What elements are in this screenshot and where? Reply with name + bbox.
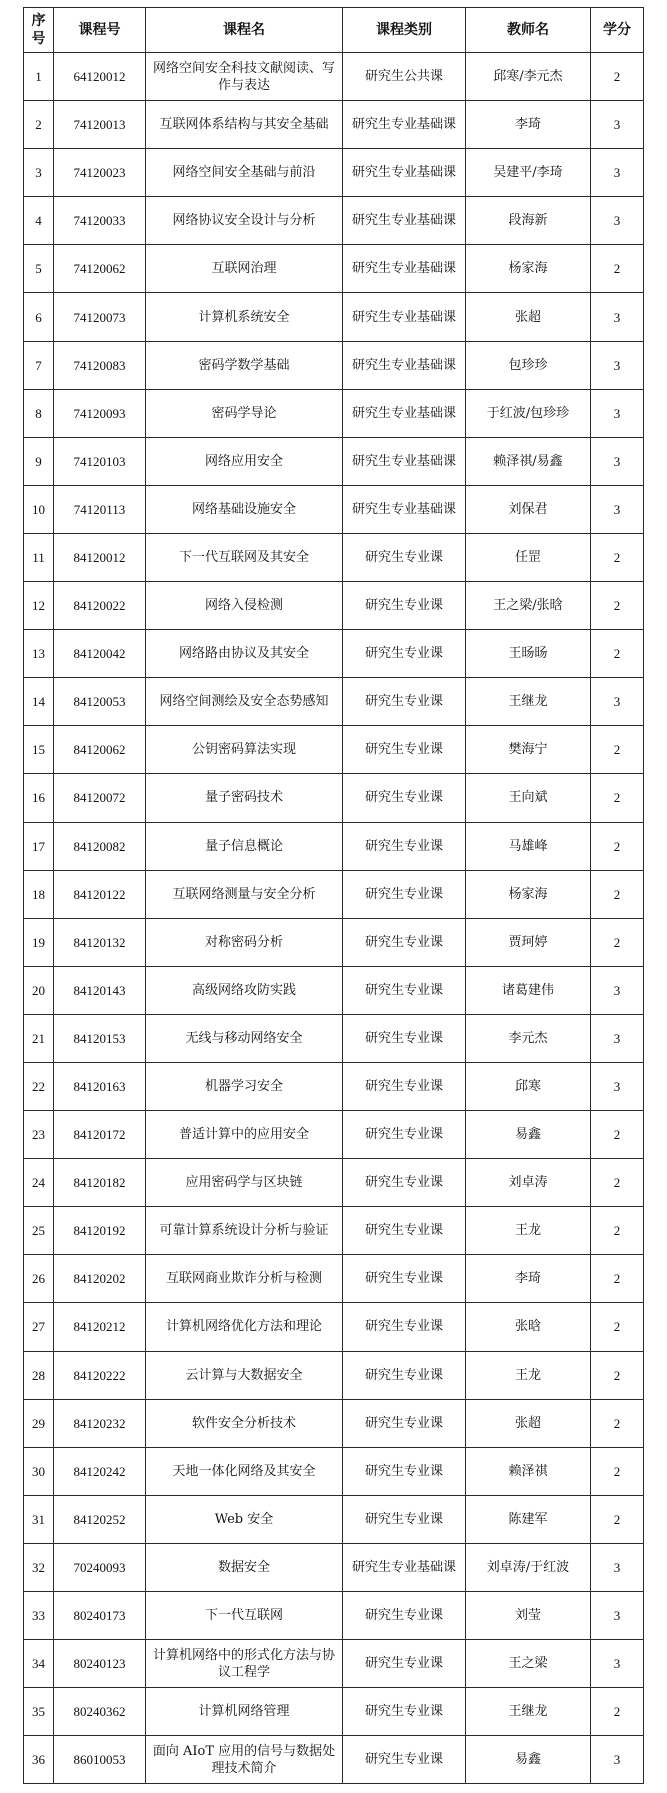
course-code: 84120053 — [54, 678, 146, 726]
teacher-name: 王之梁 — [466, 1640, 591, 1688]
table-row — [24, 149, 644, 197]
course-type: 研究生专业课 — [343, 533, 466, 581]
teacher-name: 刘保君 — [466, 485, 591, 533]
credit: 2 — [591, 1351, 644, 1399]
course-name: 量子信息概论 — [146, 822, 343, 870]
teacher-name: 王继龙 — [466, 678, 591, 726]
header-course-type: 课程类别 — [343, 8, 466, 53]
course-name: 可靠计算系统设计分析与验证 — [146, 1207, 343, 1255]
course-type: 研究生专业课 — [343, 678, 466, 726]
credit: 2 — [591, 1255, 644, 1303]
table-row — [24, 774, 644, 822]
teacher-name: 陈建军 — [466, 1495, 591, 1543]
course-type: 研究生专业课 — [343, 1495, 466, 1543]
teacher-name: 樊海宁 — [466, 726, 591, 774]
course-name: 互联网商业欺诈分析与检测 — [146, 1255, 343, 1303]
course-code: 84120163 — [54, 1062, 146, 1110]
table-row — [24, 1255, 644, 1303]
table-row — [24, 101, 644, 149]
credit: 2 — [591, 582, 644, 630]
row-index: 16 — [24, 774, 54, 822]
table-row — [24, 1688, 644, 1736]
table-row — [24, 1014, 644, 1062]
credit: 2 — [591, 630, 644, 678]
table-row — [24, 1159, 644, 1207]
row-index: 25 — [24, 1207, 54, 1255]
course-type: 研究生专业课 — [343, 1447, 466, 1495]
teacher-name: 马雄峰 — [466, 822, 591, 870]
row-index: 22 — [24, 1062, 54, 1110]
teacher-name: 易鑫 — [466, 1736, 591, 1784]
teacher-name: 任罡 — [466, 533, 591, 581]
row-index: 29 — [24, 1399, 54, 1447]
course-code: 74120113 — [54, 485, 146, 533]
row-index: 21 — [24, 1014, 54, 1062]
course-code: 84120143 — [54, 966, 146, 1014]
row-index: 3 — [24, 149, 54, 197]
course-type: 研究生专业基础课 — [343, 245, 466, 293]
course-code: 84120202 — [54, 1255, 146, 1303]
row-index: 12 — [24, 582, 54, 630]
table-row — [24, 533, 644, 581]
course-code: 74120062 — [54, 245, 146, 293]
row-index: 10 — [24, 485, 54, 533]
table-row — [24, 870, 644, 918]
course-name: 密码学导论 — [146, 389, 343, 437]
course-name: 对称密码分析 — [146, 918, 343, 966]
course-name: 网络入侵检测 — [146, 582, 343, 630]
course-type: 研究生专业基础课 — [343, 485, 466, 533]
table-row — [24, 1447, 644, 1495]
header-credit: 学分 — [591, 8, 644, 53]
teacher-name: 张超 — [466, 1399, 591, 1447]
teacher-name: 刘卓涛/于红波 — [466, 1543, 591, 1591]
header-course-name: 课程名 — [146, 8, 343, 53]
table-row — [24, 1399, 644, 1447]
teacher-name: 王龙 — [466, 1351, 591, 1399]
credit: 2 — [591, 1495, 644, 1543]
credit: 2 — [591, 774, 644, 822]
table-row — [24, 1303, 644, 1351]
course-type: 研究生专业课 — [343, 1255, 466, 1303]
credit: 2 — [591, 1399, 644, 1447]
course-code: 80240362 — [54, 1688, 146, 1736]
teacher-name: 王龙 — [466, 1207, 591, 1255]
table-row — [24, 1736, 644, 1784]
course-name: 量子密码技术 — [146, 774, 343, 822]
table-row — [24, 341, 644, 389]
course-code: 74120033 — [54, 197, 146, 245]
row-index: 18 — [24, 870, 54, 918]
course-name: 互联网体系结构与其安全基础 — [146, 101, 343, 149]
course-name: 互联网治理 — [146, 245, 343, 293]
course-name: 网络基础设施安全 — [146, 485, 343, 533]
course-type: 研究生专业课 — [343, 1399, 466, 1447]
course-type: 研究生专业基础课 — [343, 389, 466, 437]
course-code: 74120093 — [54, 389, 146, 437]
header-index: 序号 — [24, 8, 54, 53]
course-name: 下一代互联网及其安全 — [146, 533, 343, 581]
course-code: 84120012 — [54, 533, 146, 581]
course-name: 面向 AIoT 应用的信号与数据处理技术简介 — [146, 1736, 343, 1784]
teacher-name: 王旸旸 — [466, 630, 591, 678]
row-index: 34 — [24, 1640, 54, 1688]
course-code: 84120042 — [54, 630, 146, 678]
credit: 2 — [591, 245, 644, 293]
row-index: 31 — [24, 1495, 54, 1543]
course-name: 计算机网络中的形式化方法与协议工程学 — [146, 1640, 343, 1688]
teacher-name: 王继龙 — [466, 1688, 591, 1736]
course-code: 84120062 — [54, 726, 146, 774]
course-type: 研究生专业课 — [343, 1207, 466, 1255]
credit: 3 — [591, 485, 644, 533]
course-name: 应用密码学与区块链 — [146, 1159, 343, 1207]
course-type: 研究生专业课 — [343, 1640, 466, 1688]
credit: 3 — [591, 966, 644, 1014]
row-index: 24 — [24, 1159, 54, 1207]
teacher-name: 张晗 — [466, 1303, 591, 1351]
course-type: 研究生专业课 — [343, 1592, 466, 1640]
course-code: 80240173 — [54, 1592, 146, 1640]
credit: 3 — [591, 1014, 644, 1062]
course-type: 研究生专业课 — [343, 1062, 466, 1110]
course-name: 网络空间测绘及安全态势感知 — [146, 678, 343, 726]
course-code: 74120083 — [54, 341, 146, 389]
course-name: 计算机网络管理 — [146, 1688, 343, 1736]
course-code: 84120153 — [54, 1014, 146, 1062]
credit: 3 — [591, 1592, 644, 1640]
course-code: 86010053 — [54, 1736, 146, 1784]
course-name: 网络应用安全 — [146, 437, 343, 485]
course-type: 研究生专业课 — [343, 1303, 466, 1351]
row-index: 1 — [24, 53, 54, 101]
course-code: 84120232 — [54, 1399, 146, 1447]
course-name: 计算机系统安全 — [146, 293, 343, 341]
course-code: 84120022 — [54, 582, 146, 630]
teacher-name: 刘莹 — [466, 1592, 591, 1640]
course-type: 研究生专业课 — [343, 1111, 466, 1159]
course-name: 高级网络攻防实践 — [146, 966, 343, 1014]
course-type: 研究生专业课 — [343, 1736, 466, 1784]
table-row — [24, 918, 644, 966]
row-index: 32 — [24, 1543, 54, 1591]
teacher-name: 赖泽祺 — [466, 1447, 591, 1495]
course-name: 网络路由协议及其安全 — [146, 630, 343, 678]
credit: 3 — [591, 1640, 644, 1688]
row-index: 17 — [24, 822, 54, 870]
credit: 3 — [591, 1062, 644, 1110]
credit: 2 — [591, 1111, 644, 1159]
row-index: 23 — [24, 1111, 54, 1159]
table-row — [24, 1351, 644, 1399]
teacher-name: 于红波/包珍珍 — [466, 389, 591, 437]
row-index: 35 — [24, 1688, 54, 1736]
course-name: 公钥密码算法实现 — [146, 726, 343, 774]
course-type: 研究生专业课 — [343, 870, 466, 918]
table-row — [24, 1640, 644, 1688]
credit: 3 — [591, 293, 644, 341]
course-code: 74120103 — [54, 437, 146, 485]
row-index: 2 — [24, 101, 54, 149]
course-type: 研究生专业课 — [343, 774, 466, 822]
course-code: 84120122 — [54, 870, 146, 918]
credit: 2 — [591, 1207, 644, 1255]
teacher-name: 吴建平/李琦 — [466, 149, 591, 197]
teacher-name: 杨家海 — [466, 245, 591, 293]
course-type: 研究生专业课 — [343, 726, 466, 774]
course-type: 研究生专业基础课 — [343, 197, 466, 245]
table-row — [24, 630, 644, 678]
credit: 2 — [591, 533, 644, 581]
row-index: 19 — [24, 918, 54, 966]
credit: 3 — [591, 1543, 644, 1591]
course-type: 研究生专业基础课 — [343, 293, 466, 341]
course-type: 研究生专业课 — [343, 1351, 466, 1399]
course-code: 84120252 — [54, 1495, 146, 1543]
table-row — [24, 1207, 644, 1255]
row-index: 36 — [24, 1736, 54, 1784]
credit: 2 — [591, 918, 644, 966]
row-index: 4 — [24, 197, 54, 245]
course-name: 计算机网络优化方法和理论 — [146, 1303, 343, 1351]
course-type: 研究生公共课 — [343, 53, 466, 101]
header-row — [24, 8, 644, 53]
course-code: 84120222 — [54, 1351, 146, 1399]
teacher-name: 李元杰 — [466, 1014, 591, 1062]
teacher-name: 包珍珍 — [466, 341, 591, 389]
row-index: 27 — [24, 1303, 54, 1351]
credit: 3 — [591, 101, 644, 149]
row-index: 28 — [24, 1351, 54, 1399]
course-type: 研究生专业课 — [343, 1014, 466, 1062]
teacher-name: 李琦 — [466, 101, 591, 149]
course-name: 密码学数学基础 — [146, 341, 343, 389]
table-row — [24, 1111, 644, 1159]
course-name: 网络空间安全科技文献阅读、写作与表达 — [146, 53, 343, 101]
course-type: 研究生专业课 — [343, 1688, 466, 1736]
table-row — [24, 966, 644, 1014]
credit: 3 — [591, 341, 644, 389]
table-row — [24, 485, 644, 533]
teacher-name: 贾珂婷 — [466, 918, 591, 966]
course-name: 网络空间安全基础与前沿 — [146, 149, 343, 197]
course-type: 研究生专业课 — [343, 582, 466, 630]
course-code: 84120192 — [54, 1207, 146, 1255]
teacher-name: 王之梁/张晗 — [466, 582, 591, 630]
table-row — [24, 1062, 644, 1110]
course-name: 互联网络测量与安全分析 — [146, 870, 343, 918]
course-type: 研究生专业基础课 — [343, 437, 466, 485]
credit: 2 — [591, 726, 644, 774]
teacher-name: 邱寒/李元杰 — [466, 53, 591, 101]
course-code: 84120172 — [54, 1111, 146, 1159]
table-row — [24, 389, 644, 437]
table-row — [24, 437, 644, 485]
course-name: 网络协议安全设计与分析 — [146, 197, 343, 245]
course-code: 70240093 — [54, 1543, 146, 1591]
teacher-name: 赖泽祺/易鑫 — [466, 437, 591, 485]
course-code: 84120082 — [54, 822, 146, 870]
course-type: 研究生专业课 — [343, 630, 466, 678]
teacher-name: 刘卓涛 — [466, 1159, 591, 1207]
course-code: 84120132 — [54, 918, 146, 966]
row-index: 8 — [24, 389, 54, 437]
row-index: 33 — [24, 1592, 54, 1640]
course-code: 74120073 — [54, 293, 146, 341]
teacher-name: 诸葛建伟 — [466, 966, 591, 1014]
teacher-name: 易鑫 — [466, 1111, 591, 1159]
course-table — [23, 7, 644, 1784]
course-name: 云计算与大数据安全 — [146, 1351, 343, 1399]
teacher-name: 邱寒 — [466, 1062, 591, 1110]
header-course-code: 课程号 — [54, 8, 146, 53]
course-code: 84120242 — [54, 1447, 146, 1495]
credit: 3 — [591, 149, 644, 197]
course-name: 天地一体化网络及其安全 — [146, 1447, 343, 1495]
credit: 2 — [591, 1159, 644, 1207]
course-code: 64120012 — [54, 53, 146, 101]
course-type: 研究生专业课 — [343, 822, 466, 870]
header-teacher: 教师名 — [466, 8, 591, 53]
course-code: 84120182 — [54, 1159, 146, 1207]
course-type: 研究生专业基础课 — [343, 1543, 466, 1591]
credit: 3 — [591, 197, 644, 245]
row-index: 13 — [24, 630, 54, 678]
course-type: 研究生专业基础课 — [343, 341, 466, 389]
course-name: 下一代互联网 — [146, 1592, 343, 1640]
course-name: 机器学习安全 — [146, 1062, 343, 1110]
credit: 2 — [591, 870, 644, 918]
course-name: 普适计算中的应用安全 — [146, 1111, 343, 1159]
course-type: 研究生专业基础课 — [343, 101, 466, 149]
table-row — [24, 245, 644, 293]
credit: 3 — [591, 437, 644, 485]
credit: 2 — [591, 1688, 644, 1736]
credit: 2 — [591, 53, 644, 101]
course-type: 研究生专业课 — [343, 918, 466, 966]
table-row — [24, 293, 644, 341]
row-index: 26 — [24, 1255, 54, 1303]
course-type: 研究生专业课 — [343, 1159, 466, 1207]
table-row — [24, 822, 644, 870]
course-type: 研究生专业课 — [343, 966, 466, 1014]
course-code: 84120072 — [54, 774, 146, 822]
row-index: 30 — [24, 1447, 54, 1495]
row-index: 15 — [24, 726, 54, 774]
credit: 2 — [591, 1303, 644, 1351]
course-name: 无线与移动网络安全 — [146, 1014, 343, 1062]
teacher-name: 李琦 — [466, 1255, 591, 1303]
row-index: 9 — [24, 437, 54, 485]
credit: 3 — [591, 389, 644, 437]
course-type: 研究生专业基础课 — [343, 149, 466, 197]
course-code: 80240123 — [54, 1640, 146, 1688]
course-code: 84120212 — [54, 1303, 146, 1351]
teacher-name: 王向斌 — [466, 774, 591, 822]
row-index: 14 — [24, 678, 54, 726]
course-name: 软件安全分析技术 — [146, 1399, 343, 1447]
credit: 2 — [591, 1447, 644, 1495]
table-row — [24, 678, 644, 726]
row-index: 5 — [24, 245, 54, 293]
table-row — [24, 582, 644, 630]
course-name: Web 安全 — [146, 1495, 343, 1543]
row-index: 11 — [24, 533, 54, 581]
course-code: 74120013 — [54, 101, 146, 149]
table-row — [24, 1543, 644, 1591]
credit: 3 — [591, 1736, 644, 1784]
teacher-name: 段海新 — [466, 197, 591, 245]
teacher-name: 张超 — [466, 293, 591, 341]
table-row — [24, 726, 644, 774]
credit: 3 — [591, 678, 644, 726]
course-name: 数据安全 — [146, 1543, 343, 1591]
teacher-name: 杨家海 — [466, 870, 591, 918]
table-row — [24, 1495, 644, 1543]
table-row — [24, 53, 644, 101]
row-index: 20 — [24, 966, 54, 1014]
course-code: 74120023 — [54, 149, 146, 197]
row-index: 7 — [24, 341, 54, 389]
table-row — [24, 1592, 644, 1640]
row-index: 6 — [24, 293, 54, 341]
credit: 2 — [591, 822, 644, 870]
table-row — [24, 197, 644, 245]
